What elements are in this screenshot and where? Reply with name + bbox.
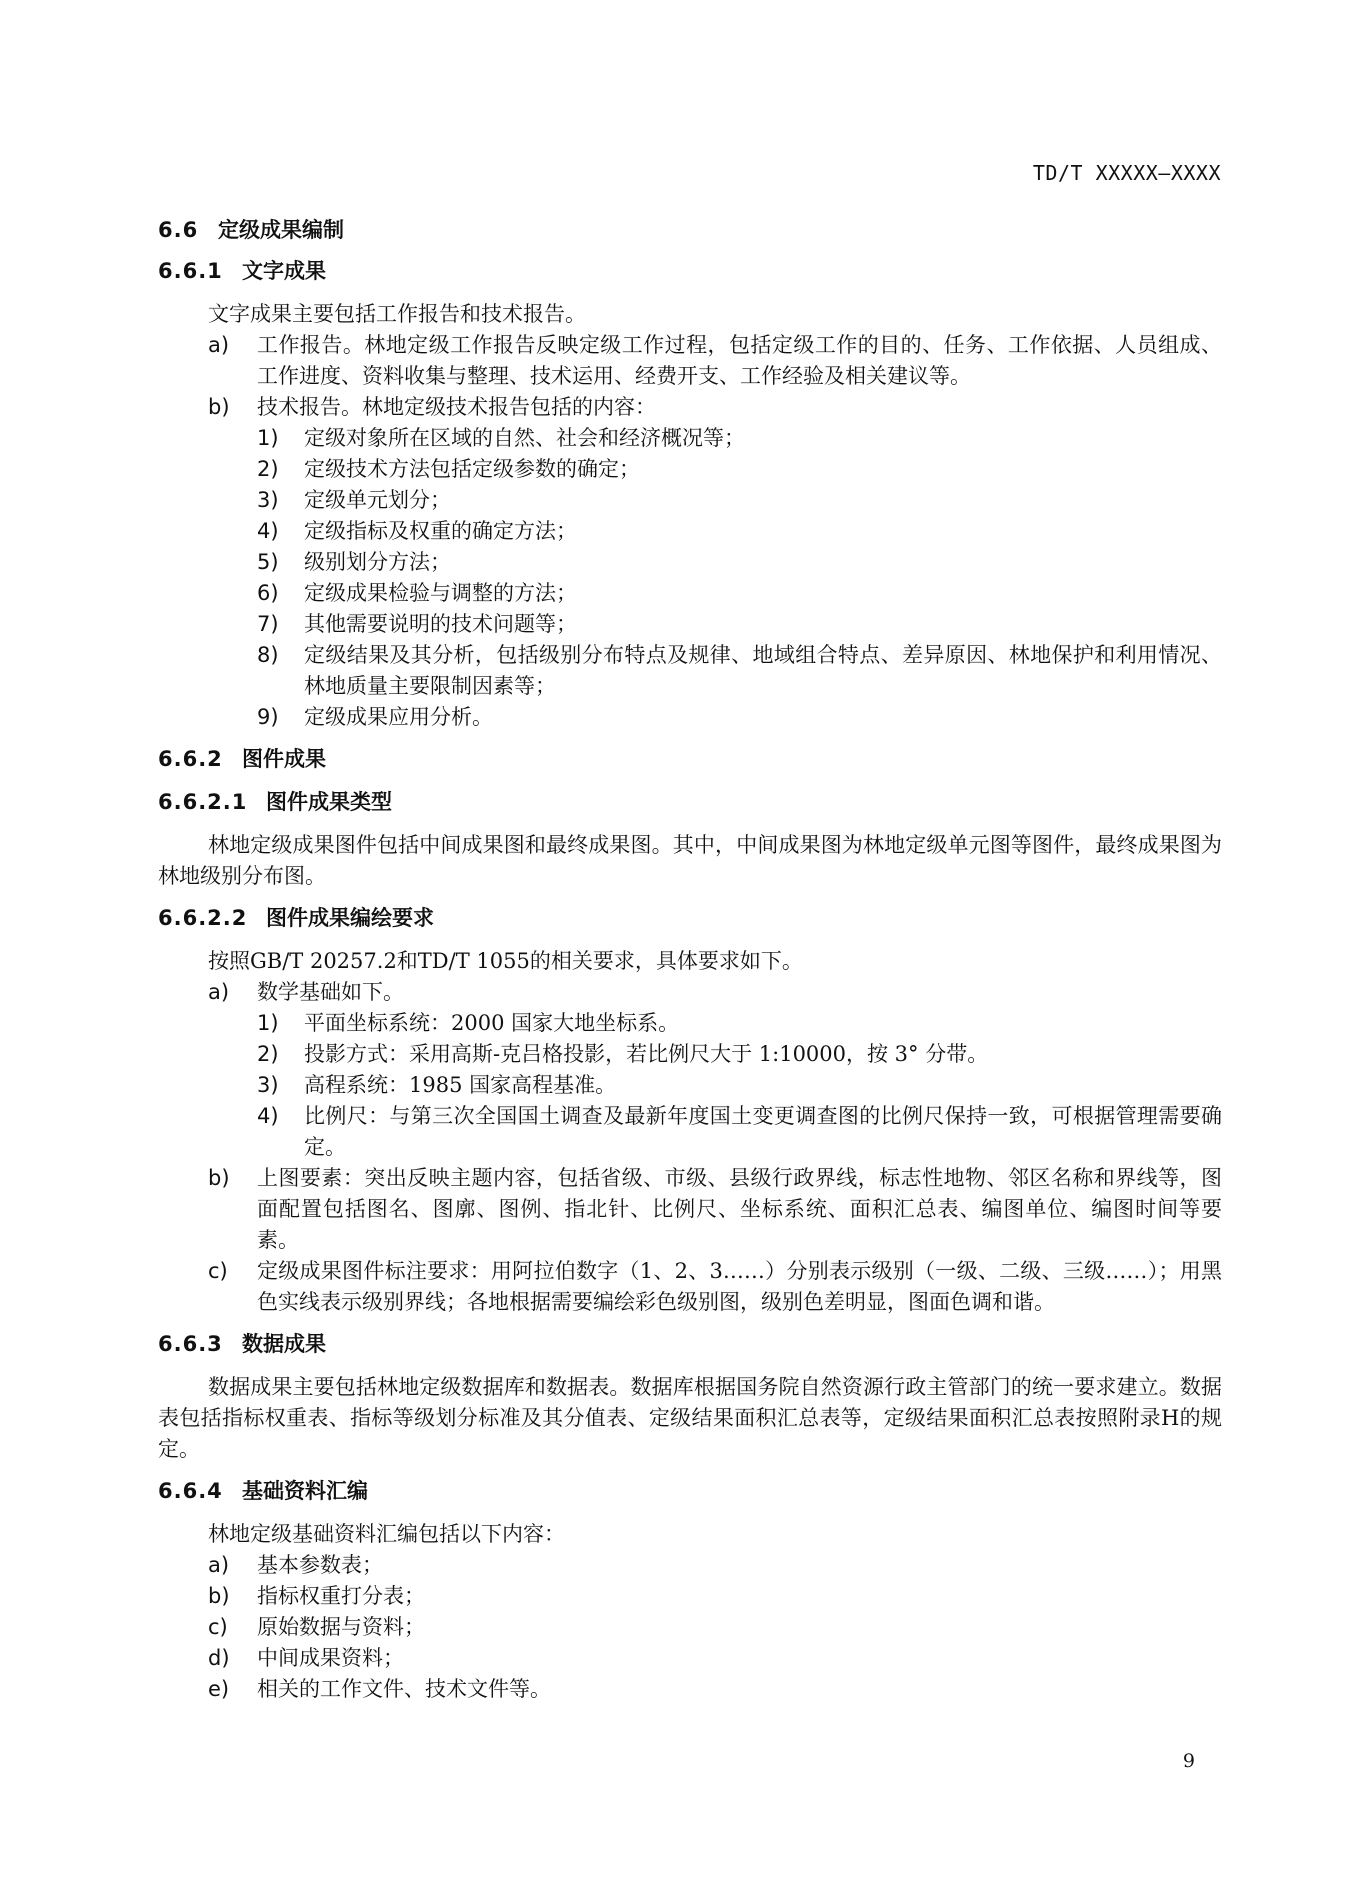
section-title: 定级成果编制 <box>218 218 344 242</box>
list-marker: 3) <box>257 1073 279 1097</box>
list-marker: 8) <box>257 643 279 667</box>
list-item <box>158 392 1222 423</box>
sub-list-item <box>158 423 1222 454</box>
section-number: 6.6.3 <box>158 1332 223 1356</box>
paragraph: 林地定级成果图件包括中间成果图和最终成果图。其中，中间成果图为林地定级单元图等图件，最终成果图为林地级别分布图。 <box>158 833 1222 888</box>
list-marker: 2) <box>257 457 279 481</box>
sub-list-item <box>158 609 1222 640</box>
list-text: 定级成果检验与调整的方法； <box>304 581 577 605</box>
list-text: 定级成果图件标注要求：用阿拉伯数字（1、2、3……）分别表示级别（一级、二级、三级……）；用黑色实线表示级别界线；各地根据需要编绘彩色级别图，级别色差明显，图面色调和谐。 <box>257 1259 1222 1314</box>
list-text: 平面坐标系统：2000 国家大地坐标系。 <box>304 1011 680 1035</box>
section-number: 6.6.4 <box>158 1479 223 1503</box>
list-text: 级别划分方法； <box>304 550 451 574</box>
list-text: 定级技术方法包括定级参数的确定； <box>304 457 640 481</box>
sub-list-item <box>158 1039 1222 1070</box>
list-marker: b) <box>208 1584 230 1608</box>
sub-list-item <box>158 640 1222 702</box>
list-text: 比例尺：与第三次全国国土调查及最新年度国土变更调查图的比例尺保持一致，可根据管理需要确定。 <box>304 1104 1222 1159</box>
list-marker: 9) <box>257 705 279 729</box>
section-heading-6-6-2-1 <box>158 787 1222 817</box>
list-marker: 4) <box>257 519 279 543</box>
list-item <box>158 1674 1222 1705</box>
list-marker: 1) <box>257 1011 279 1035</box>
sub-list-item <box>158 1070 1222 1101</box>
list-marker: 5) <box>257 550 279 574</box>
list-item <box>158 1163 1222 1256</box>
list-marker: a) <box>208 980 230 1004</box>
list-marker: 3) <box>257 488 279 512</box>
list-text: 基本参数表； <box>257 1553 383 1577</box>
list-item <box>158 330 1222 392</box>
section-title: 基础资料汇编 <box>242 1479 368 1503</box>
list-item <box>158 1581 1222 1612</box>
list-text: 技术报告。林地定级技术报告包括的内容： <box>257 395 656 419</box>
sub-list-item <box>158 1101 1222 1163</box>
section-title: 文字成果 <box>242 259 326 283</box>
list-text: 上图要素：突出反映主题内容，包括省级、市级、县级行政界线，标志性地物、邻区名称和界线等，图面配置包括图名、图廓、图例、指北针、比例尺、坐标系统、面积汇总表、编图单位、编图时间等要素。 <box>257 1166 1222 1252</box>
list-item <box>158 1550 1222 1581</box>
list-item <box>158 1612 1222 1643</box>
list-marker: 1) <box>257 426 279 450</box>
list-marker: 2) <box>257 1042 279 1066</box>
section-number: 6.6.2 <box>158 747 223 771</box>
list-text: 中间成果资料； <box>257 1646 404 1670</box>
list-marker: d) <box>208 1646 230 1670</box>
list-text: 数学基础如下。 <box>257 980 404 1004</box>
paragraph: 文字成果主要包括工作报告和技术报告。 <box>208 302 586 326</box>
section-title: 图件成果类型 <box>266 790 392 814</box>
list-marker: c) <box>208 1259 228 1283</box>
section-heading-6-6-3 <box>158 1329 1222 1359</box>
list-marker: 4) <box>257 1104 279 1128</box>
list-text: 定级单元划分； <box>304 488 451 512</box>
sub-list-item <box>158 516 1222 547</box>
list-marker: 6) <box>257 581 279 605</box>
list-marker: e) <box>208 1677 230 1701</box>
section-title: 数据成果 <box>242 1332 326 1356</box>
list-text: 原始数据与资料； <box>257 1615 425 1639</box>
list-text: 定级结果及其分析，包括级别分布特点及规律、地域组合特点、差异原因、林地保护和利用情况、林地质量主要限制因素等； <box>304 643 1222 698</box>
list-marker: 7) <box>257 612 279 636</box>
paragraph: 按照GB/T 20257.2和TD/T 1055的相关要求，具体要求如下。 <box>208 949 803 973</box>
list-item <box>158 1643 1222 1674</box>
list-marker: b) <box>208 1166 230 1190</box>
page-content <box>158 215 1222 1705</box>
list-text: 投影方式：采用高斯-克吕格投影，若比例尺大于 1:10000，按 3° 分带。 <box>304 1042 989 1066</box>
sub-list-item <box>158 454 1222 485</box>
list-marker: a) <box>208 333 230 357</box>
section-heading-6-6 <box>158 215 1222 245</box>
sub-list-item <box>158 1008 1222 1039</box>
document-code: TD/T XXXXX—XXXX <box>1032 161 1221 185</box>
list-text: 指标权重打分表； <box>257 1584 425 1608</box>
list-text: 定级对象所在区域的自然、社会和经济概况等； <box>304 426 745 450</box>
page-number: 9 <box>1182 1750 1195 1772</box>
section-title: 图件成果编绘要求 <box>266 906 434 930</box>
section-heading-6-6-4 <box>158 1476 1222 1506</box>
paragraph: 数据成果主要包括林地定级数据库和数据表。数据库根据国务院自然资源行政主管部门的统一要求建立。数据表包括指标权重表、指标等级划分标准及其分值表、定级结果面积汇总表等，定级结果面积汇总表按照附录H的规定。 <box>158 1375 1222 1461</box>
list-marker: b) <box>208 395 230 419</box>
list-text: 高程系统：1985 国家高程基准。 <box>304 1073 617 1097</box>
section-heading-6-6-2 <box>158 744 1222 774</box>
section-number: 6.6.2.1 <box>158 790 248 814</box>
section-number: 6.6.2.2 <box>158 906 248 930</box>
sub-list-item <box>158 702 1222 733</box>
list-marker: c) <box>208 1615 228 1639</box>
section-heading-6-6-2-2 <box>158 903 1222 933</box>
list-item <box>158 977 1222 1008</box>
list-text: 相关的工作文件、技术文件等。 <box>257 1677 551 1701</box>
paragraph: 林地定级基础资料汇编包括以下内容： <box>208 1522 565 1546</box>
list-text: 工作报告。林地定级工作报告反映定级工作过程，包括定级工作的目的、任务、工作依据、人员组成、工作进度、资料收集与整理、技术运用、经费开支、工作经验及相关建议等。 <box>257 333 1222 388</box>
list-text: 其他需要说明的技术问题等； <box>304 612 577 636</box>
sub-list-item <box>158 547 1222 578</box>
section-number: 6.6 <box>158 218 199 242</box>
sub-list-item <box>158 485 1222 516</box>
section-number: 6.6.1 <box>158 259 223 283</box>
list-item <box>158 1256 1222 1318</box>
sub-list-item <box>158 578 1222 609</box>
list-text: 定级成果应用分析。 <box>304 705 493 729</box>
list-text: 定级指标及权重的确定方法； <box>304 519 577 543</box>
section-title: 图件成果 <box>242 747 326 771</box>
list-marker: a) <box>208 1553 230 1577</box>
section-heading-6-6-1 <box>158 256 1222 286</box>
